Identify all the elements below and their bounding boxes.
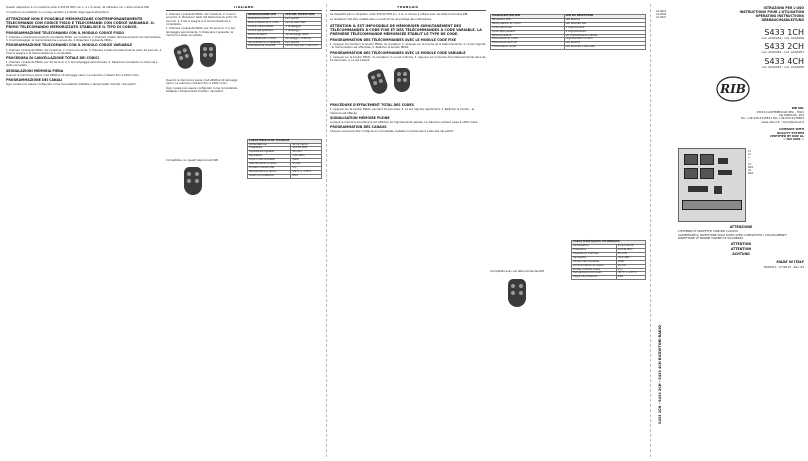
- table-row: Portée contacts relais 1 A: [572, 268, 646, 272]
- table-row: Temperatura di lavoro -20°C ÷ +55°C: [248, 170, 322, 174]
- it-section-text: 1. Premere il pulsante PROG. del ricevitore. 2. Il led si accende. 3. Premere il tasto del telecomando entro 10 secondi. 4. Il led si spegne e la memorizzazione è completata.: [166, 13, 237, 26]
- it-section-text: 1. Premere il pulsante PROG. per 10 secondi. 2. Il led lampeggia velocemente. 3. Rilasciare il pulsante: la memoria è stata cancellata.: [6, 61, 158, 68]
- model-name: S433 4CH: [764, 56, 804, 66]
- table-row: Portata contatti relè 1 A: [248, 166, 322, 170]
- rib-logo: [716, 75, 750, 103]
- table-row: Frequenza 433,92 MHz: [248, 147, 322, 151]
- fr-led-table: SIGNALISATION LED LED DU RÉCEPTEUR Récepteur prêt Led éteinte Mémorisation en cours Led allumée fixe Code mémorisé 1 clignotement Code déjà présent 2 clignotements Mémoire pleine 10 clignotements rapides Effacement en cours Clignotement continu Effacement terminé Led éteinte Transmission reçue Led allumée 1 seconde: [490, 14, 646, 50]
- model-code: cod. ACG5053 - cod. ACG5058: [761, 64, 804, 69]
- table-row: Grado di protezione IP54: [248, 174, 322, 178]
- table-row: Sensibilità -110 dBm: [248, 155, 322, 159]
- model-code: cod. ACG5052 - cod. ACG5057: [761, 50, 804, 55]
- table-row: Récepteur prêt Led éteinte: [491, 18, 646, 22]
- remote-image: [490, 275, 565, 315]
- remote-pair-image: [166, 41, 242, 75]
- table-row: Memorizzazione in corso Led acceso fisso: [247, 22, 322, 26]
- terminal-labels: L1 L2 + - C1 NO1 C2 NO2: [748, 149, 754, 176]
- table-row: Fréquence 433,92 MHz: [572, 248, 646, 252]
- fr-caption: Compatible avec ces télécommandes RIB: [490, 270, 544, 274]
- remote-icon: [366, 68, 389, 96]
- italiano-col-2: [166, 6, 322, 455]
- fr-tech-table: CARACTÉRISTIQUES TECHNIQUES Alimentation 12-24 Vac/dc Fréquence 433,92 MHz Impédance d'entrée 50 ohm Sensibilité -110 dBm Codes mémorisables 1000 Consommation au repos 15 mA Portée contacts relais 1 A Température de travail -20°C ÷ +55°C Degré de protection IP54: [571, 240, 646, 280]
- made-in-italy: MADE IN ITALY: [776, 259, 804, 264]
- remote-icon: [200, 43, 216, 67]
- fr-section-text: Chaque canal peut être configuré en monostable, bistable ou temporisé à l'aide des dip-switch.: [330, 130, 455, 134]
- fr-section-title: PROGRAMMATION DES TÉLÉCOMMANDES AVEC LE MODULE CODE FIXE: [330, 38, 457, 42]
- table-row: Ricevitore pronto Led spento: [247, 18, 322, 22]
- doc-code: PSA0011 - 07/2019 - Rev. 04: [763, 265, 804, 270]
- svg-text:RIB: RIB: [720, 82, 746, 97]
- table-row: Code mémorisé 1 clignotement: [491, 26, 646, 30]
- remote-icon: [172, 43, 195, 71]
- fr-section-title: PROGRAMMATION DES CANAUX: [330, 125, 387, 130]
- it-section-title: PROCEDURA DI CANCELLAZIONE TOTALE DEI CODICI: [6, 56, 100, 61]
- table-row: Codici memorizzabili 1000: [248, 159, 322, 163]
- it-section-text: 1. Premere il pulsante PROG. per 10 secondi. 2. Il led lampeggia velocemente. 3. Rilasciare il pulsante: la memoria è stata cancellata.: [166, 27, 235, 37]
- remote-pair-image: [330, 66, 486, 100]
- attention-block: ATTENZIONE L'ESTERNO È PROTETTO CONTRO L'ACQUA ALIMENTARE IL RICEVITORE SOLO DOPO AVER COMPLETATO I COLLEGAMENTI RISPETTARE LE NORME VIGENTI DI SICUREZZA ATTENTION ATTENTION ACHTUNG: [678, 226, 804, 257]
- cover-title-block: ISTRUZIONI PER L'USO INSTRUCTIONS POUR L'UTILISATION OPERATING INSTRUCTIONS GEBRAUCHSANLEITUNG: [739, 6, 804, 22]
- italiano-col-1: [6, 6, 162, 455]
- it-section-text: Quando la memoria è piena il led effettua 10 lampeggi veloci. La memoria contiene fino a 1000 codici.: [6, 73, 140, 77]
- it-section-text: Ogni canale può essere configurato come monostabile, bistabile o temporizzato tramite i dip-switch.: [166, 86, 238, 94]
- francais-col-2: [490, 6, 646, 455]
- table-row: Cancellazione in corso Lampeggio continuo: [247, 37, 322, 41]
- remote-image: [166, 163, 241, 203]
- it-section-text: Ogni canale può essere configurato come monostabile, bistabile o temporizzato tramite i dip-switch.: [6, 83, 137, 87]
- fr-section-text: 1. Appuyer sur le bouton PROG. du récepteur. 2. La led s'allume. 3. Appuyer sur la touche de la télécommande dans les 10 secondes. 4. La led s'éteint.: [330, 55, 486, 63]
- it-caption: Compatibile con questi telecomandi RIB: [166, 158, 218, 162]
- cover-panel: [678, 6, 804, 455]
- fr-section-title: PROCÉDURE D'EFFACEMENT TOTAL DES CODES: [330, 103, 414, 108]
- fr-intro-2: Le récepteur doit être installé dans un endroit sec et protégé des intempéries.: [330, 17, 432, 21]
- vertical-text: S433 1CH - S433 2CH - S433 4CH RICEVITORI RADIO: [658, 325, 662, 424]
- fr-section-title: SIGNALISATION MÉMOIRE PLEINE: [330, 115, 390, 120]
- table-row: Alimentazione 12-24 Vac/dc: [248, 143, 322, 147]
- address-block: RIB SRL 25014 CASTENEDOLO (BS) - ITALY Via Matteotti, 162 Tel. +39.030.2135811 Fax +39.030.2135803 www.ribind.it - ribind@ribind.it: [741, 106, 804, 124]
- table-row: Memoria piena 10 lampeggi veloci: [247, 33, 322, 37]
- table-row: Assorbimento a riposo 15 mA: [248, 163, 322, 167]
- it-section-text: 1. Premere e mantenere premuto il pulsante PROG. sul ricevitore. 2. Premere il tasto del telecomando da memorizzare. 3. Il led lampeggia: la memorizzazione è avvenuta. 4. Rilasciare il pulsante PROG.: [6, 36, 162, 43]
- remote-icon: [184, 167, 202, 195]
- fr-section-text: 1. Appuyer sur le bouton PROG. pendant 10 secondes. 2. La led clignote rapidement. 3. Relâcher le bouton : la mémoire est effacée.: [330, 108, 475, 115]
- it-warning: ATTENZIONE NON È POSSIBILE MEMORIZZARE CONTEMPORANEAMENTE TELECOMANDI CON CODICE FISSO E TELECOMANDI CON CODICE VARIABILE. IL PRIMO TELECOMANDO MEMORIZZATO STABILISCE IL TIPO DI CODICE.: [6, 16, 155, 29]
- table-row: Effacement en cours Clignotement continu: [491, 38, 646, 42]
- ref-codes: AA 0019 AA 0020 AA 0021: [656, 10, 667, 19]
- remote-icon: [508, 279, 526, 307]
- it-section-title: SEGNALAZIONI MEMORIA PIENA: [6, 68, 64, 73]
- table-row: Cancellazione completata Led spento: [247, 41, 322, 45]
- it-section-title: PROGRAMMAZIONE DEI CANALI: [6, 78, 63, 83]
- table-row: Degré de protection IP54: [572, 276, 646, 280]
- fr-section-title: PROGRAMMATION DES TÉLÉCOMMANDES AVEC LE MODULE CODE VARIABLE: [330, 50, 466, 55]
- it-intro-2: Il ricevitore va installato in un luogo asciutto e protetto dagli agenti atmosferici.: [6, 10, 110, 14]
- table-row: Sensibilité -110 dBm: [572, 256, 646, 260]
- it-led-table: SEGNALAZIONE LED LED DEL RICEVITORE Ricevitore pronto Led spento Memorizzazione in corso Led acceso fisso Codice memorizzato 1 lampeggio Codice già presente 2 lampeggi Memoria piena 10 lampeggi veloci Cancellazione in corso Lampeggio continuo Cancellazione completata Led spento Trasmissione ricevuta Led acceso per 1 secondo: [246, 13, 322, 49]
- it-tech-table: CARATTERISTICHE TECNICHE Alimentazione 12-24 Vac/dc Frequenza 433,92 MHz Impedenza ingresso 50 ohm Sensibilità -110 dBm Codici memorizzabili 1000 Assorbimento a riposo 15 mA Portata contatti relè 1 A Temperatura di lavoro -20°C ÷ +55°C Grado di protezione IP54: [247, 139, 322, 179]
- fr-lang-header: FRANÇAIS: [330, 6, 486, 11]
- table-row: Consommation au repos 15 mA: [572, 264, 646, 268]
- table-row: Température de travail -20°C ÷ +55°C: [572, 272, 646, 276]
- table-row: Transmission reçue Led allumée 1 seconde: [491, 46, 646, 50]
- table-row: Code déjà présent 2 clignotements: [491, 30, 646, 34]
- table-row: Impédance d'entrée 50 ohm: [572, 252, 646, 256]
- it-section-text: Quando la memoria è piena il led effettua 10 lampeggi veloci. La memoria contiene fino a 1000 codici.: [166, 79, 238, 86]
- table-row: Mémoire pleine 10 clignotements rapides: [491, 34, 646, 38]
- fr-section-text: 1. Appuyer et maintenir le bouton PROG. du récepteur. 2. Appuyer sur la touche de la télécommande. 3. La led clignote : la mémorisation est effectuée. 4. Relâcher le bouton PROG.: [330, 43, 486, 50]
- quality-block: COMPANY WITH QUALITY SYSTEM CERTIFIED BY DNV GL = ISO 9001 =: [770, 127, 804, 142]
- model-list: [678, 28, 804, 69]
- table-row: Mémorisation en cours Led allumée fixe: [491, 22, 646, 26]
- table-row: Effacement terminé Led éteinte: [491, 42, 646, 46]
- table-row: Codes mémorisables 1000: [572, 260, 646, 264]
- vertical-title-strip: [654, 4, 674, 457]
- table-row: Alimentation 12-24 Vac/dc: [572, 245, 646, 249]
- it-lang-header: ITALIANO: [166, 6, 322, 11]
- model-name: S433 2CH: [764, 42, 804, 52]
- attention-title: ATTENZIONE: [729, 224, 753, 229]
- it-section-text: 1. Premere il pulsante PROG. del ricevitore. 2. Il led si accende. 3. Premere il tasto del telecomando entro 10 secondi. 4. Il led si spegne e la memorizzazione è completata.: [6, 48, 162, 55]
- it-intro-1: Questo dispositivo è un ricevitore radio a 433,92 MHz con 1, 2 o 4 canali, da utilizzare con i radiocomandi RIB.: [6, 6, 150, 9]
- table-row: Codice già presente 2 lampeggi: [247, 29, 322, 33]
- remote-icon: [394, 68, 410, 92]
- francais-col-1: [330, 6, 486, 455]
- fr-warning: ATTENTION IL EST IMPOSSIBLE DE MÉMORISER SIMULTANÉMENT DES TÉLÉCOMMANDES À CODE FIXE ET DES TÉLÉCOMMANDES À CODE VARIABLE. LA PREMIÈRE TÉLÉCOMMANDE MÉMORISÉE ÉTABLIT LE TYPE DE CODE.: [330, 24, 482, 36]
- table-row: Codice memorizzato 1 lampeggio: [247, 25, 322, 29]
- it-section-title: PROGRAMMAZIONE TELECOMANDI CON IL MODULO CODICE VARIABILE: [6, 43, 133, 48]
- model-code: cod. ACG5051 - cod. ACG5056: [761, 36, 804, 40]
- fr-section-text: Lorsque la mémoire est pleine la led effectue 10 clignotements rapides. La mémoire contient jusqu'à 1000 codes.: [330, 121, 478, 125]
- it-section-title: PROGRAMMAZIONE TELECOMANDI CON IL MODULO CODICE FISSO: [6, 30, 124, 35]
- receiver-board-image: [678, 146, 804, 224]
- table-row: Impedenza ingresso 50 ohm: [248, 151, 322, 155]
- model-name: S433 1CH: [764, 28, 804, 37]
- table-row: Trasmissione ricevuta Led acceso per 1 secondo: [247, 45, 322, 49]
- fr-intro-1: Ce dispositif est un récepteur radio 433,92 MHz à 1, 2 ou 4 canaux à utiliser avec les télécommandes RIB.: [330, 13, 469, 17]
